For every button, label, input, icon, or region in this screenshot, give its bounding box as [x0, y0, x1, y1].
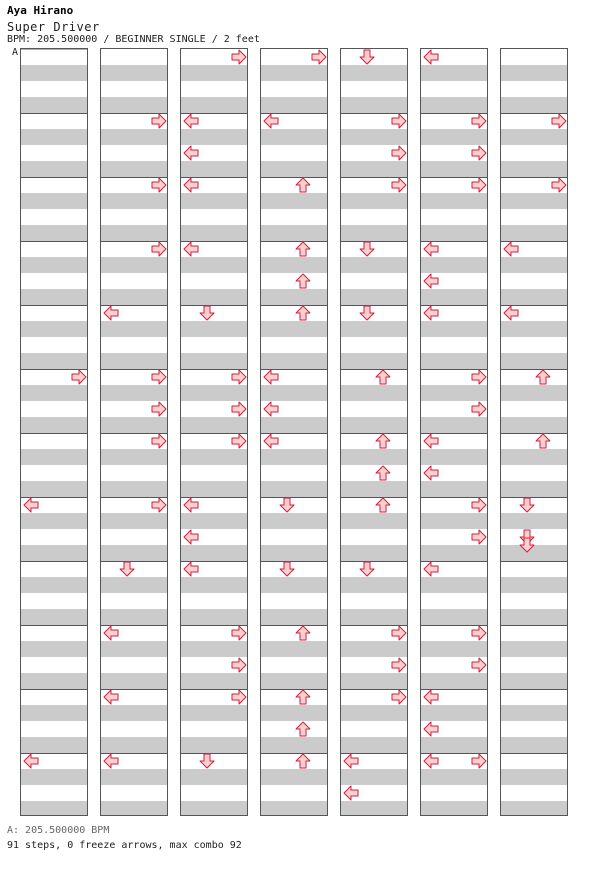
beat-band	[101, 65, 167, 81]
beat-band	[421, 577, 487, 593]
beat-band	[181, 161, 247, 177]
beat-band	[341, 577, 407, 593]
right-arrow-icon	[231, 369, 247, 385]
beat-band	[501, 321, 567, 337]
beat-band	[181, 193, 247, 209]
left-arrow-icon	[23, 497, 39, 513]
beat-band	[261, 641, 327, 657]
beat-band	[421, 449, 487, 465]
chart-meta: BPM: 205.500000 / BEGINNER SINGLE / 2 feet	[7, 34, 260, 45]
chart-column	[500, 48, 568, 816]
beat-band	[101, 513, 167, 529]
chart-column	[100, 48, 168, 816]
beat-band	[101, 417, 167, 433]
right-arrow-icon	[391, 177, 407, 193]
down-arrow-icon	[359, 241, 375, 257]
up-arrow-icon	[295, 753, 311, 769]
beat-band	[181, 289, 247, 305]
down-arrow-icon	[279, 561, 295, 577]
beat-band	[501, 385, 567, 401]
measure-line	[341, 369, 407, 370]
beat-band	[181, 801, 247, 816]
beat-band	[261, 289, 327, 305]
left-arrow-icon	[503, 305, 519, 321]
beat-band	[21, 65, 87, 81]
beat-band	[101, 449, 167, 465]
beat-band	[261, 609, 327, 625]
left-arrow-icon	[423, 721, 439, 737]
beat-band	[341, 481, 407, 497]
beat-band	[181, 577, 247, 593]
beat-band	[181, 65, 247, 81]
left-arrow-icon	[103, 305, 119, 321]
beat-band	[261, 417, 327, 433]
down-arrow-icon	[519, 497, 535, 513]
beat-band	[421, 769, 487, 785]
beat-band	[501, 801, 567, 816]
beat-band	[181, 353, 247, 369]
beat-band	[21, 769, 87, 785]
down-arrow-icon	[359, 561, 375, 577]
beat-band	[421, 609, 487, 625]
measure-line	[21, 561, 87, 562]
up-arrow-icon	[535, 433, 551, 449]
left-arrow-icon	[423, 465, 439, 481]
beat-band	[421, 129, 487, 145]
beat-band	[501, 161, 567, 177]
left-arrow-icon	[423, 753, 439, 769]
beat-band	[421, 97, 487, 113]
beat-band	[101, 609, 167, 625]
chart-column	[260, 48, 328, 816]
left-arrow-icon	[263, 433, 279, 449]
beat-band	[101, 577, 167, 593]
beat-band	[341, 609, 407, 625]
measure-line	[21, 113, 87, 114]
beat-band	[501, 769, 567, 785]
beat-band	[101, 161, 167, 177]
beat-band	[421, 545, 487, 561]
beat-band	[501, 449, 567, 465]
beat-band	[501, 705, 567, 721]
chart-column	[420, 48, 488, 816]
right-arrow-icon	[231, 689, 247, 705]
beat-band	[181, 385, 247, 401]
beat-band	[101, 545, 167, 561]
up-arrow-icon	[375, 369, 391, 385]
beat-band	[21, 577, 87, 593]
bpm-marker: A	[12, 47, 19, 58]
beat-band	[21, 449, 87, 465]
beat-band	[21, 417, 87, 433]
right-arrow-icon	[551, 177, 567, 193]
beat-band	[21, 641, 87, 657]
beat-band	[261, 801, 327, 816]
left-arrow-icon	[423, 433, 439, 449]
left-arrow-icon	[503, 241, 519, 257]
beat-band	[261, 449, 327, 465]
down-arrow-icon	[279, 497, 295, 513]
beat-band	[341, 769, 407, 785]
beat-band	[181, 609, 247, 625]
measure-line	[21, 241, 87, 242]
up-arrow-icon	[295, 305, 311, 321]
up-arrow-icon	[535, 369, 551, 385]
right-arrow-icon	[71, 369, 87, 385]
left-arrow-icon	[183, 113, 199, 129]
beat-band	[261, 769, 327, 785]
beat-band	[101, 641, 167, 657]
beat-band	[261, 737, 327, 753]
beat-band	[21, 193, 87, 209]
beat-band	[21, 545, 87, 561]
right-arrow-icon	[311, 49, 327, 65]
beat-band	[261, 545, 327, 561]
beat-band	[101, 737, 167, 753]
beat-band	[341, 353, 407, 369]
up-arrow-icon	[295, 721, 311, 737]
up-arrow-icon	[375, 497, 391, 513]
beat-band	[181, 97, 247, 113]
beat-band	[261, 353, 327, 369]
left-arrow-icon	[423, 49, 439, 65]
beat-band	[501, 673, 567, 689]
measure-line	[261, 689, 327, 690]
beat-band	[101, 353, 167, 369]
up-arrow-icon	[375, 465, 391, 481]
right-arrow-icon	[471, 497, 487, 513]
chart-column	[340, 48, 408, 816]
beat-band	[21, 801, 87, 816]
left-arrow-icon	[263, 113, 279, 129]
up-arrow-icon	[375, 433, 391, 449]
measure-line	[501, 369, 567, 370]
right-arrow-icon	[151, 497, 167, 513]
measure-line	[21, 305, 87, 306]
right-arrow-icon	[151, 113, 167, 129]
measure-line	[341, 497, 407, 498]
beat-band	[101, 481, 167, 497]
beat-band	[181, 257, 247, 273]
right-arrow-icon	[391, 689, 407, 705]
beat-band	[421, 353, 487, 369]
beat-band	[421, 417, 487, 433]
right-arrow-icon	[151, 433, 167, 449]
beat-band	[181, 129, 247, 145]
beat-band	[421, 225, 487, 241]
up-arrow-icon	[295, 241, 311, 257]
right-arrow-icon	[151, 241, 167, 257]
beat-band	[181, 769, 247, 785]
beat-band	[421, 257, 487, 273]
beat-band	[21, 225, 87, 241]
beat-band	[341, 801, 407, 816]
beat-band	[501, 97, 567, 113]
right-arrow-icon	[391, 145, 407, 161]
beat-band	[181, 641, 247, 657]
beat-band	[101, 705, 167, 721]
chart-column	[20, 48, 88, 816]
right-arrow-icon	[391, 657, 407, 673]
down-arrow-icon	[359, 305, 375, 321]
right-arrow-icon	[471, 657, 487, 673]
beat-band	[501, 737, 567, 753]
beat-band	[341, 385, 407, 401]
right-arrow-icon	[151, 401, 167, 417]
beat-band	[181, 481, 247, 497]
bpm-change-line	[21, 49, 87, 50]
right-arrow-icon	[471, 753, 487, 769]
beat-band	[261, 705, 327, 721]
beat-band	[101, 321, 167, 337]
beat-band	[341, 321, 407, 337]
beat-band	[21, 289, 87, 305]
right-arrow-icon	[471, 113, 487, 129]
beat-band	[421, 513, 487, 529]
beat-band	[261, 65, 327, 81]
beat-band	[421, 705, 487, 721]
beat-band	[501, 65, 567, 81]
beat-band	[341, 161, 407, 177]
measure-line	[261, 177, 327, 178]
left-arrow-icon	[423, 561, 439, 577]
beat-band	[341, 129, 407, 145]
left-arrow-icon	[183, 241, 199, 257]
beat-band	[181, 545, 247, 561]
beat-band	[101, 97, 167, 113]
measure-line	[21, 177, 87, 178]
beat-band	[21, 129, 87, 145]
song-title: Super Driver	[7, 20, 100, 34]
left-arrow-icon	[423, 273, 439, 289]
beat-band	[261, 225, 327, 241]
beat-band	[101, 769, 167, 785]
beat-band	[101, 673, 167, 689]
beat-band	[341, 545, 407, 561]
beat-band	[261, 129, 327, 145]
beat-band	[261, 321, 327, 337]
left-arrow-icon	[423, 689, 439, 705]
left-arrow-icon	[423, 241, 439, 257]
left-arrow-icon	[263, 401, 279, 417]
left-arrow-icon	[423, 305, 439, 321]
measure-line	[341, 433, 407, 434]
beat-band	[21, 161, 87, 177]
chart-column	[180, 48, 248, 816]
beat-band	[101, 257, 167, 273]
beat-band	[181, 417, 247, 433]
measure-line	[261, 305, 327, 306]
beat-band	[341, 449, 407, 465]
measure-line	[501, 561, 567, 562]
beat-band	[21, 609, 87, 625]
down-arrow-icon	[359, 49, 375, 65]
beat-band	[181, 673, 247, 689]
beat-band	[21, 481, 87, 497]
beat-band	[421, 321, 487, 337]
down-arrow-icon	[519, 537, 535, 553]
measure-line	[261, 241, 327, 242]
left-arrow-icon	[183, 561, 199, 577]
measure-line	[261, 625, 327, 626]
left-arrow-icon	[183, 497, 199, 513]
beat-band	[181, 225, 247, 241]
beat-band	[261, 161, 327, 177]
beat-band	[21, 321, 87, 337]
right-arrow-icon	[471, 529, 487, 545]
left-arrow-icon	[183, 145, 199, 161]
beat-band	[501, 289, 567, 305]
beat-band	[21, 97, 87, 113]
beat-band	[341, 417, 407, 433]
up-arrow-icon	[295, 625, 311, 641]
up-arrow-icon	[295, 689, 311, 705]
beat-band	[21, 513, 87, 529]
beat-band	[261, 257, 327, 273]
beat-band	[261, 385, 327, 401]
beat-band	[501, 481, 567, 497]
beat-band	[101, 225, 167, 241]
beat-band	[341, 257, 407, 273]
beat-band	[341, 97, 407, 113]
beat-band	[501, 353, 567, 369]
beat-band	[341, 65, 407, 81]
beat-band	[21, 257, 87, 273]
beat-band	[501, 129, 567, 145]
down-arrow-icon	[199, 305, 215, 321]
beat-band	[501, 513, 567, 529]
right-arrow-icon	[471, 625, 487, 641]
right-arrow-icon	[231, 401, 247, 417]
beat-band	[181, 513, 247, 529]
right-arrow-icon	[471, 401, 487, 417]
beat-band	[341, 705, 407, 721]
left-arrow-icon	[23, 753, 39, 769]
left-arrow-icon	[183, 177, 199, 193]
left-arrow-icon	[343, 753, 359, 769]
beat-band	[21, 673, 87, 689]
beat-band	[261, 577, 327, 593]
beat-band	[21, 385, 87, 401]
beat-band	[101, 385, 167, 401]
beat-band	[341, 737, 407, 753]
beat-band	[261, 193, 327, 209]
beat-band	[421, 193, 487, 209]
measure-line	[501, 433, 567, 434]
artist-name: Aya Hirano	[7, 4, 74, 17]
beat-band	[181, 737, 247, 753]
measure-line	[21, 433, 87, 434]
right-arrow-icon	[391, 625, 407, 641]
beat-band	[21, 353, 87, 369]
beat-band	[261, 97, 327, 113]
right-arrow-icon	[551, 113, 567, 129]
beat-band	[421, 673, 487, 689]
right-arrow-icon	[151, 177, 167, 193]
right-arrow-icon	[231, 49, 247, 65]
bpm-legend: A: 205.500000 BPM	[7, 825, 110, 836]
right-arrow-icon	[151, 369, 167, 385]
beat-band	[181, 321, 247, 337]
measure-line	[21, 625, 87, 626]
beat-band	[421, 641, 487, 657]
beat-band	[101, 129, 167, 145]
right-arrow-icon	[391, 113, 407, 129]
measure-line	[501, 689, 567, 690]
left-arrow-icon	[103, 625, 119, 641]
beat-band	[261, 673, 327, 689]
left-arrow-icon	[103, 753, 119, 769]
right-arrow-icon	[231, 657, 247, 673]
beat-band	[421, 801, 487, 816]
beat-band	[501, 193, 567, 209]
left-arrow-icon	[343, 785, 359, 801]
beat-band	[501, 257, 567, 273]
beat-band	[421, 65, 487, 81]
beat-band	[421, 481, 487, 497]
beat-band	[501, 417, 567, 433]
left-arrow-icon	[263, 369, 279, 385]
beat-band	[501, 577, 567, 593]
beat-band	[501, 641, 567, 657]
right-arrow-icon	[231, 625, 247, 641]
beat-band	[341, 513, 407, 529]
beat-band	[421, 289, 487, 305]
up-arrow-icon	[295, 273, 311, 289]
down-arrow-icon	[119, 561, 135, 577]
beat-band	[101, 801, 167, 816]
up-arrow-icon	[295, 177, 311, 193]
down-arrow-icon	[199, 753, 215, 769]
beat-band	[341, 225, 407, 241]
right-arrow-icon	[471, 369, 487, 385]
measure-line	[21, 689, 87, 690]
beat-band	[421, 161, 487, 177]
left-arrow-icon	[103, 689, 119, 705]
beat-band	[421, 737, 487, 753]
beat-band	[101, 289, 167, 305]
beat-band	[341, 641, 407, 657]
beat-band	[21, 705, 87, 721]
beat-band	[261, 513, 327, 529]
beat-band	[101, 193, 167, 209]
beat-band	[21, 737, 87, 753]
beat-band	[341, 193, 407, 209]
left-arrow-icon	[183, 529, 199, 545]
right-arrow-icon	[231, 433, 247, 449]
beat-band	[501, 225, 567, 241]
beat-band	[501, 609, 567, 625]
right-arrow-icon	[471, 177, 487, 193]
chart-stats: 91 steps, 0 freeze arrows, max combo 92	[7, 840, 242, 851]
beat-band	[261, 481, 327, 497]
beat-band	[341, 673, 407, 689]
measure-line	[261, 753, 327, 754]
measure-line	[501, 753, 567, 754]
beat-band	[341, 289, 407, 305]
measure-line	[501, 625, 567, 626]
beat-band	[181, 449, 247, 465]
right-arrow-icon	[471, 145, 487, 161]
beat-band	[181, 705, 247, 721]
beat-band	[421, 385, 487, 401]
